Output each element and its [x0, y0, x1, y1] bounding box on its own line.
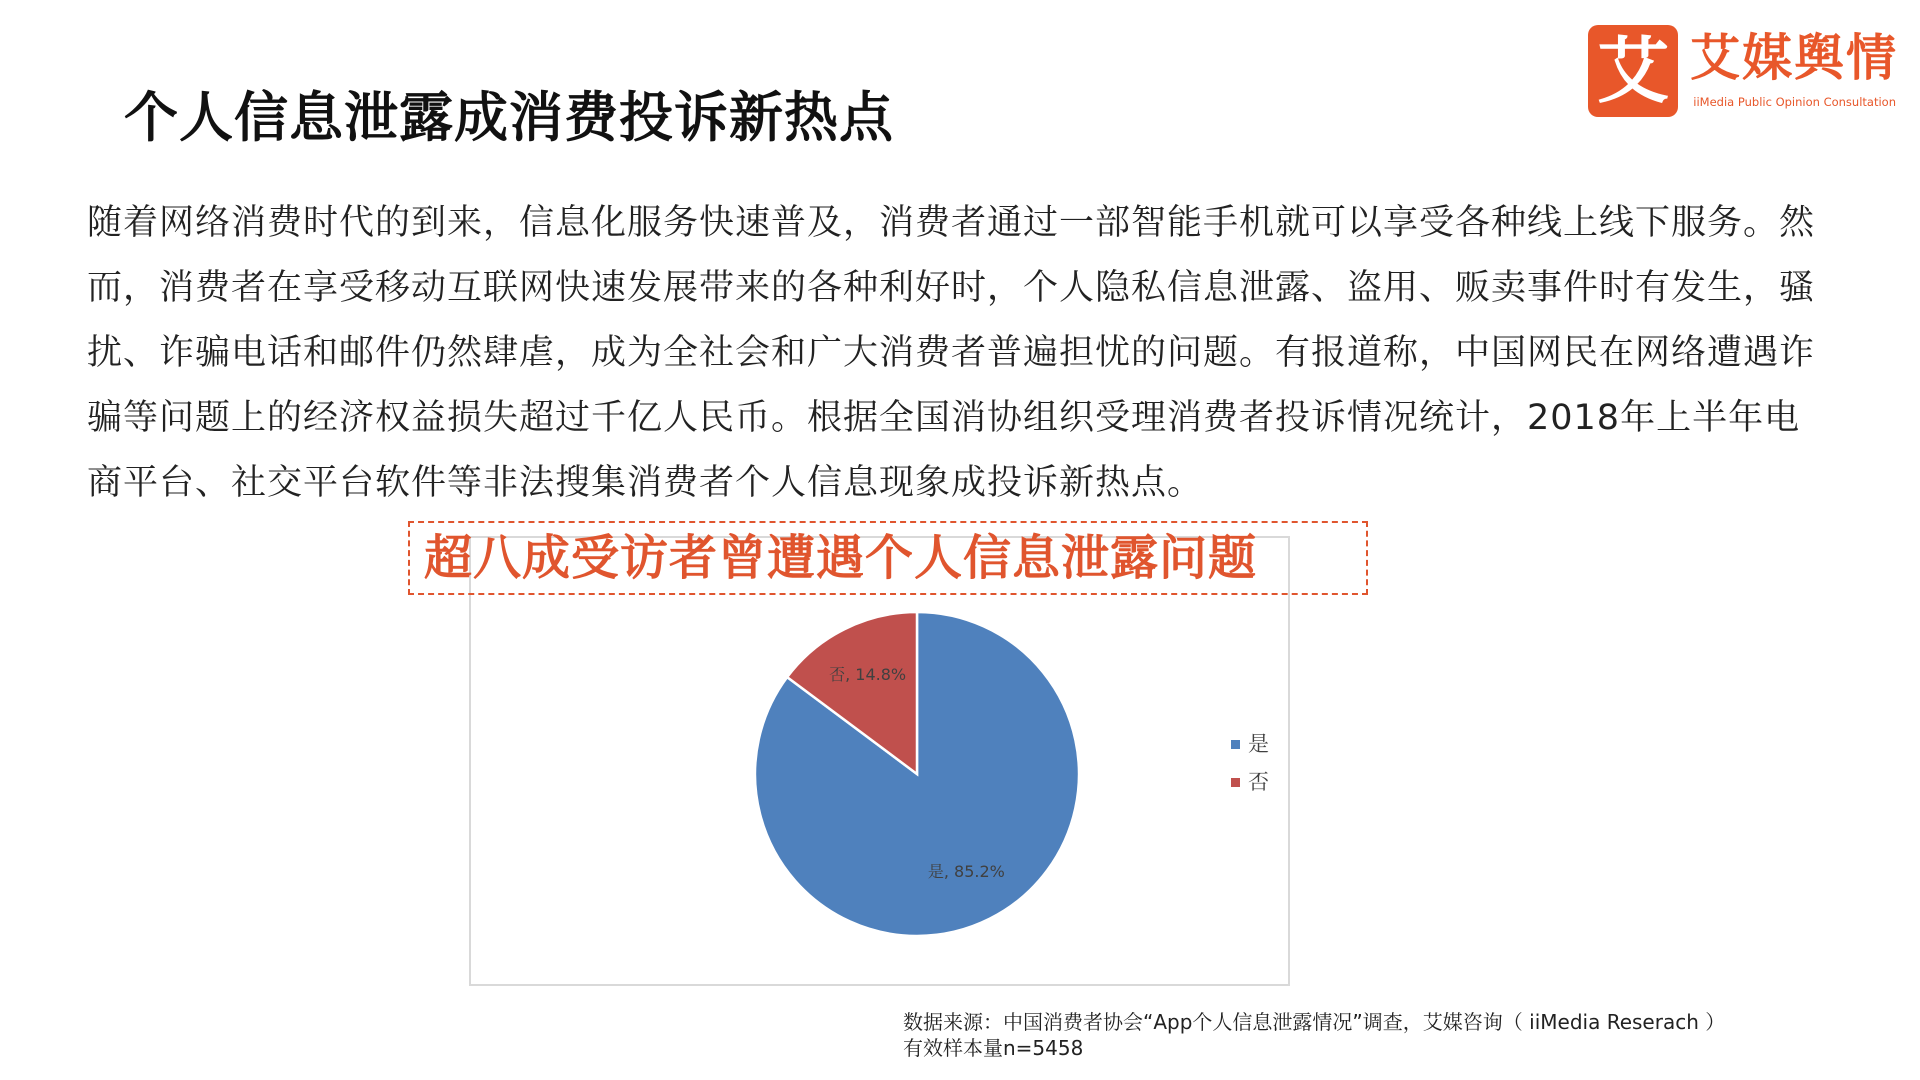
paragraph-line: 商平台、社交平台软件等非法搜集消费者个人信息现象成投诉新热点。 [87, 463, 1204, 503]
legend-swatch [1231, 740, 1240, 749]
paragraph-line: 随着网络消费时代的到来，信息化服务快速普及，消费者通过一部智能手机就可以享受各种线上线下服务。然 [87, 203, 1816, 243]
logo-tagline: iiMedia Public Opinion Consultation [1693, 95, 1896, 109]
data-label: 是, 85.2% [927, 861, 1005, 881]
body-paragraph [87, 191, 1887, 516]
sample-size-line: 有效样本量n=5458 [903, 1036, 1084, 1060]
page-title: 个人信息泄露成消费投诉新热点 [124, 86, 894, 149]
chart-frame [469, 536, 1290, 986]
paragraph-line: 扰、诈骗电话和邮件仍然肆虐，成为全社会和广大消费者普遍担忧的问题。有报道称，中国网民在网络遭遇诈 [87, 333, 1816, 373]
chart-legend [1231, 725, 1269, 801]
legend-swatch [1231, 778, 1240, 787]
chart-title-box [408, 521, 1368, 595]
paragraph-line: 而，消费者在享受移动互联网快速发展带来的各种利好时，个人隐私信息泄露、盗用、贩卖事件时有发生，骚 [87, 268, 1816, 308]
legend-label: 否 [1248, 770, 1269, 794]
legend-label: 是 [1248, 732, 1269, 756]
data-label: 否, 14.8% [829, 665, 907, 685]
legend-item [1231, 725, 1269, 763]
data-source-note [903, 1009, 1725, 1061]
logo-icon: 艾 [1588, 25, 1678, 117]
source-line: 数据来源：中国消费者协会“App个人信息泄露情况”调查，艾媒咨询（ iiMedia Reserach ） [903, 1010, 1726, 1034]
legend-item [1231, 763, 1269, 801]
pie-chart [471, 538, 1288, 984]
chart-title: 超八成受访者曾遭遇个人信息泄露问题 [424, 530, 1258, 586]
logo-name: 艾媒舆情 [1690, 29, 1898, 87]
paragraph-line: 骗等问题上的经济权益损失超过千亿人民币。根据全国消协组织受理消费者投诉情况统计，2018年上半年电 [87, 398, 1801, 438]
